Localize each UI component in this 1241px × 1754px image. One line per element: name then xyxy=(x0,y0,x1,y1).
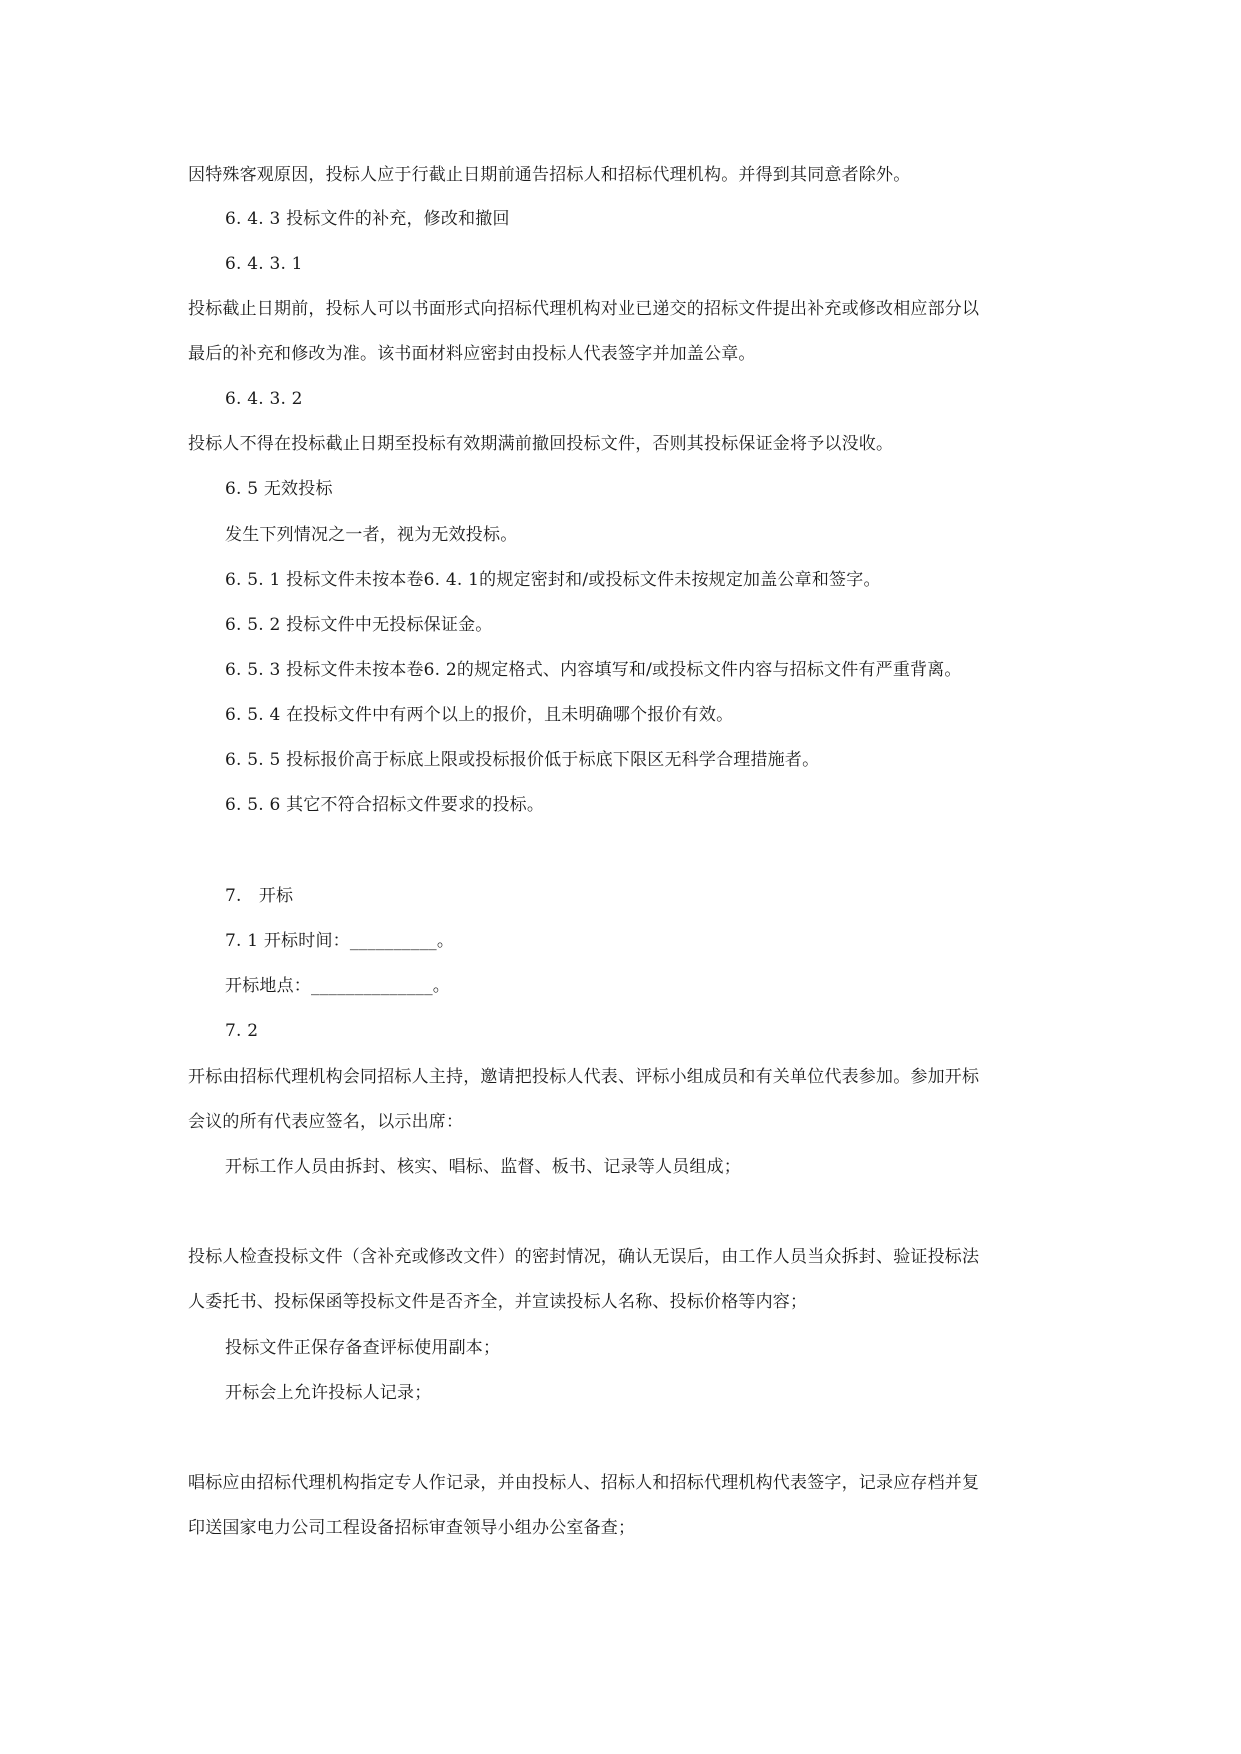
paragraph-line: 唱标应由招标代理机构指定专人作记录，并由投标人、招标人和招标代理机构代表签字，记录应存档并复 xyxy=(188,1473,980,1493)
paragraph-line: 开标工作人员由拆封、核实、唱标、监督、板书、记录等人员组成； xyxy=(225,1157,741,1177)
paragraph-line: 投标截止日期前，投标人可以书面形式向招标代理机构对业已递交的招标文件提出补充或修改相应部分以 xyxy=(188,299,980,319)
paragraph-line: 开标会上允许投标人记录； xyxy=(225,1383,432,1403)
paragraph-line: 投标人不得在投标截止日期至投标有效期满前撤回投标文件，否则其投标保证金将予以没收。 xyxy=(188,434,894,454)
list-item-6-5-3: 6. 5. 3 投标文件未按本卷6. 2的规定格式、内容填写和/或投标文件内容与招标文件有严重背离。 xyxy=(225,660,962,680)
list-item-6-5-4: 6. 5. 4 在投标文件中有两个以上的报价，且未明确哪个报价有效。 xyxy=(225,705,734,725)
paragraph-line: 最后的补充和修改为准。该书面材料应密封由投标人代表签字并加盖公章。 xyxy=(188,344,756,364)
section-number-6-4-3-2: 6. 4. 3. 2 xyxy=(225,389,303,409)
paragraph-line: 投标人检查投标文件（含补充或修改文件）的密封情况，确认无误后，由工作人员当众拆封、验证投标法 xyxy=(188,1247,980,1267)
list-item-6-5-1: 6. 5. 1 投标文件未按本卷6. 4. 1的规定密封和/或投标文件未按规定加盖公章和签字。 xyxy=(225,570,881,590)
paragraph-line: 因特殊客观原因，投标人应于行截止日期前通告招标人和招标代理机构。并得到其同意者除外。 xyxy=(188,165,911,185)
paragraph-line: 会议的所有代表应签名，以示出席： xyxy=(188,1112,464,1132)
section-heading-6-4-3: 6. 4. 3 投标文件的补充，修改和撤回 xyxy=(225,209,510,229)
opening-time-line: 7. 1 开标时间：__________。 xyxy=(225,931,455,951)
list-item-6-5-6: 6. 5. 6 其它不符合招标文件要求的投标。 xyxy=(225,795,545,815)
section-number-7-2: 7. 2 xyxy=(225,1021,259,1041)
paragraph-line: 投标文件正保存备查评标使用副本； xyxy=(225,1338,501,1358)
section-heading-6-5: 6. 5 无效投标 xyxy=(225,479,333,499)
opening-location-line: 开标地点：______________。 xyxy=(225,976,450,996)
paragraph-line: 发生下列情况之一者，视为无效投标。 xyxy=(225,525,518,545)
list-item-6-5-2: 6. 5. 2 投标文件中无投标保证金。 xyxy=(225,615,493,635)
paragraph-line: 印送国家电力公司工程设备招标审查领导小组办公室备查； xyxy=(188,1518,636,1538)
section-heading-7: 7. 开标 xyxy=(225,886,294,906)
paragraph-line: 开标由招标代理机构会同招标人主持，邀请把投标人代表、评标小组成员和有关单位代表参加。参加开标 xyxy=(188,1067,980,1087)
paragraph-line: 人委托书、投标保函等投标文件是否齐全，并宣读投标人名称、投标价格等内容； xyxy=(188,1292,808,1312)
section-number-6-4-3-1: 6. 4. 3. 1 xyxy=(225,254,303,274)
list-item-6-5-5: 6. 5. 5 投标报价高于标底上限或投标报价低于标底下限区无科学合理措施者。 xyxy=(225,750,820,770)
